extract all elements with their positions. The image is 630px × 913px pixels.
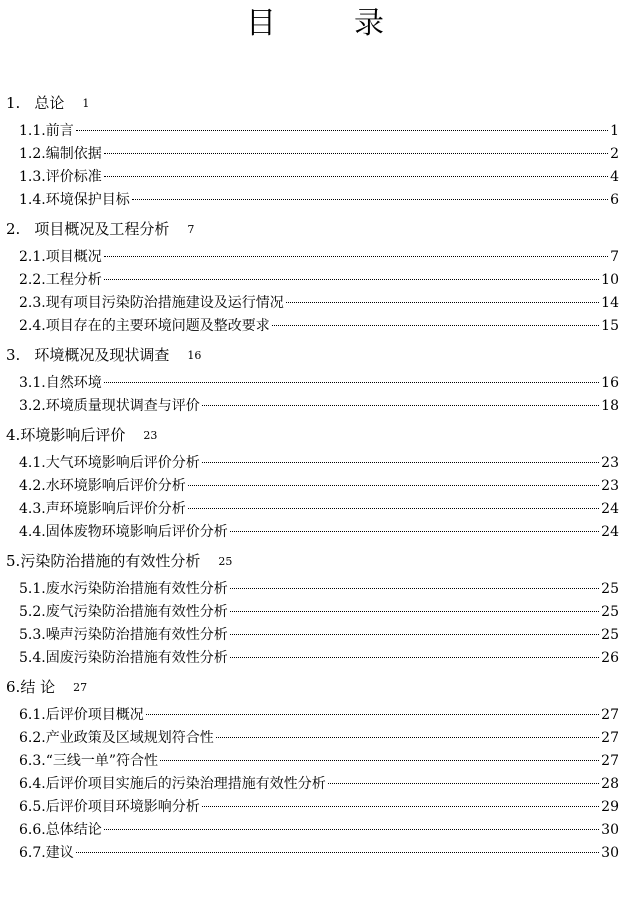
entry-page-number: 6 — [610, 192, 619, 208]
entry-label: 废水污染防治措施有效性分析 — [45, 581, 228, 597]
entry-label: 声环境影响后评价分析 — [45, 501, 186, 517]
entry-number: 6.3. — [19, 753, 46, 769]
section-page-number: 23 — [143, 429, 158, 442]
toc-entry[interactable] — [0, 601, 630, 624]
section-title: 环境影响后评价 — [20, 426, 126, 444]
toc-entry[interactable] — [0, 452, 630, 475]
entry-number: 2.3. — [19, 295, 46, 311]
entry-number: 5.3. — [19, 627, 46, 643]
dot-leader — [104, 256, 608, 257]
dot-leader — [202, 806, 599, 807]
toc-section-heading[interactable] — [0, 548, 630, 574]
entry-page-number: 1 — [610, 123, 619, 139]
dot-leader — [104, 153, 608, 154]
entry-label: “三线一单”符合性 — [45, 753, 159, 769]
toc-entry[interactable] — [0, 372, 630, 395]
toc-entry[interactable] — [0, 498, 630, 521]
entry-label: 前言 — [45, 123, 74, 139]
toc-entry[interactable] — [0, 166, 630, 189]
entry-number: 2.1. — [19, 249, 46, 265]
page-title: 目 录 — [246, 6, 384, 41]
entry-number: 3.2. — [19, 398, 46, 414]
section-title: 项目概况及工程分析 — [34, 220, 170, 238]
section-title: 结 论 — [20, 678, 56, 696]
toc-entry[interactable] — [0, 189, 630, 212]
entry-number: 6.5. — [19, 799, 46, 815]
entry-label: 项目存在的主要环境问题及整改要求 — [45, 318, 270, 334]
section-number: 5. — [6, 552, 21, 570]
toc-entry[interactable] — [0, 292, 630, 315]
toc-section — [0, 90, 630, 212]
toc-section-heading[interactable] — [0, 674, 630, 700]
entry-label: 项目概况 — [45, 249, 102, 265]
dot-leader — [104, 382, 599, 383]
entry-page-number: 27 — [601, 753, 619, 769]
entry-page-number: 25 — [601, 627, 619, 643]
entry-label: 后评价项目环境影响分析 — [45, 799, 200, 815]
toc-entry[interactable] — [0, 246, 630, 269]
entry-label: 固体废物环境影响后评价分析 — [45, 524, 228, 540]
entry-label: 大气环境影响后评价分析 — [45, 455, 200, 471]
entry-label: 产业政策及区域规划符合性 — [45, 730, 214, 746]
dot-leader — [230, 657, 599, 658]
entry-page-number: 24 — [601, 501, 619, 517]
entry-label: 评价标准 — [45, 169, 102, 185]
section-page-number: 25 — [218, 555, 233, 568]
dot-leader — [272, 325, 599, 326]
section-page-number: 27 — [73, 681, 88, 694]
toc-entry[interactable] — [0, 819, 630, 842]
section-page-number: 7 — [187, 223, 195, 236]
entry-number: 6.2. — [19, 730, 46, 746]
toc-entry[interactable] — [0, 704, 630, 727]
entry-label: 固废污染防治措施有效性分析 — [45, 650, 228, 666]
entry-page-number: 16 — [601, 375, 619, 391]
section-title: 污染防治措施的有效性分析 — [20, 552, 201, 570]
entry-page-number: 27 — [601, 707, 619, 723]
entry-number: 1.4. — [19, 192, 46, 208]
section-number: 4. — [6, 426, 21, 444]
dot-leader — [104, 176, 608, 177]
toc-section-heading[interactable] — [0, 216, 630, 242]
section-page-number: 1 — [82, 97, 90, 110]
entry-number: 4.4. — [19, 524, 46, 540]
entry-page-number: 2 — [610, 146, 619, 162]
toc-section — [0, 422, 630, 544]
entry-page-number: 7 — [610, 249, 619, 265]
section-number: 3. — [6, 346, 21, 364]
toc-section-heading[interactable] — [0, 90, 630, 116]
dot-leader — [188, 508, 599, 509]
toc-entry[interactable] — [0, 647, 630, 670]
section-number: 6. — [6, 678, 21, 696]
dot-leader — [76, 130, 608, 131]
entry-number: 6.6. — [19, 822, 46, 838]
entry-page-number: 30 — [601, 845, 619, 861]
entry-page-number: 30 — [601, 822, 619, 838]
entry-number: 6.1. — [19, 707, 46, 723]
entry-page-number: 4 — [610, 169, 619, 185]
entry-label: 后评价项目实施后的污染治理措施有效性分析 — [45, 776, 326, 792]
entry-label: 环境质量现状调查与评价 — [45, 398, 200, 414]
toc-entry[interactable] — [0, 624, 630, 647]
dot-leader — [286, 302, 599, 303]
entry-number: 2.2. — [19, 272, 46, 288]
entry-page-number: 14 — [601, 295, 619, 311]
dot-leader — [202, 405, 599, 406]
entry-number: 4.1. — [19, 455, 46, 471]
toc-section — [0, 216, 630, 338]
toc-entry[interactable] — [0, 796, 630, 819]
table-of-contents — [0, 86, 630, 867]
entry-number: 3.1. — [19, 375, 46, 391]
toc-entry[interactable] — [0, 521, 630, 544]
dot-leader — [230, 611, 599, 612]
toc-entry[interactable] — [0, 269, 630, 292]
toc-section — [0, 674, 630, 865]
entry-number: 2.4. — [19, 318, 46, 334]
dot-leader — [216, 737, 599, 738]
entry-page-number: 23 — [601, 455, 619, 471]
toc-entry[interactable] — [0, 143, 630, 166]
entry-label: 总体结论 — [45, 822, 102, 838]
entry-number: 4.3. — [19, 501, 46, 517]
entry-page-number: 24 — [601, 524, 619, 540]
toc-section-heading[interactable] — [0, 342, 630, 368]
entry-number: 1.3. — [19, 169, 46, 185]
toc-entry[interactable] — [0, 120, 630, 143]
dot-leader — [230, 588, 599, 589]
section-title: 总论 — [34, 94, 65, 112]
entry-number: 5.1. — [19, 581, 46, 597]
entry-page-number: 29 — [601, 799, 619, 815]
dot-leader — [328, 783, 599, 784]
dot-leader — [188, 485, 599, 486]
entry-page-number: 23 — [601, 478, 619, 494]
toc-entry[interactable] — [0, 315, 630, 338]
entry-number: 6.4. — [19, 776, 46, 792]
section-number: 2. — [6, 220, 21, 238]
toc-entry[interactable] — [0, 475, 630, 498]
dot-leader — [202, 462, 599, 463]
dot-leader — [160, 760, 599, 761]
toc-section — [0, 342, 630, 418]
entry-label: 噪声污染防治措施有效性分析 — [45, 627, 228, 643]
dot-leader — [104, 829, 599, 830]
dot-leader — [230, 634, 599, 635]
entry-page-number: 26 — [601, 650, 619, 666]
entry-label: 环境保护目标 — [45, 192, 130, 208]
toc-section — [0, 548, 630, 670]
entry-page-number: 25 — [601, 581, 619, 597]
entry-page-number: 15 — [601, 318, 619, 334]
entry-label: 后评价项目概况 — [45, 707, 144, 723]
entry-number: 1.2. — [19, 146, 46, 162]
dot-leader — [230, 531, 599, 532]
toc-entry[interactable] — [0, 773, 630, 796]
entry-number: 5.4. — [19, 650, 46, 666]
entry-number: 1.1. — [19, 123, 46, 139]
entry-number: 4.2. — [19, 478, 46, 494]
entry-label: 自然环境 — [45, 375, 102, 391]
entry-page-number: 18 — [601, 398, 619, 414]
entry-label: 现有项目污染防治措施建设及运行情况 — [45, 295, 284, 311]
entry-label: 工程分析 — [45, 272, 102, 288]
toc-entry[interactable] — [0, 750, 630, 773]
toc-entry[interactable] — [0, 842, 630, 865]
entry-label: 废气污染防治措施有效性分析 — [45, 604, 228, 620]
dot-leader — [146, 714, 599, 715]
section-number: 1. — [6, 94, 21, 112]
section-page-number: 16 — [187, 349, 202, 362]
dot-leader — [132, 199, 608, 200]
entry-page-number: 10 — [601, 272, 619, 288]
entry-page-number: 25 — [601, 604, 619, 620]
toc-entry[interactable] — [0, 727, 630, 750]
toc-section-heading[interactable] — [0, 422, 630, 448]
section-title: 环境概况及现状调查 — [34, 346, 170, 364]
dot-leader — [76, 852, 599, 853]
entry-number: 5.2. — [19, 604, 46, 620]
entry-page-number: 28 — [601, 776, 619, 792]
entry-label: 水环境影响后评价分析 — [45, 478, 186, 494]
entry-label: 编制依据 — [45, 146, 102, 162]
toc-entry[interactable] — [0, 395, 630, 418]
entry-number: 6.7. — [19, 845, 46, 861]
entry-page-number: 27 — [601, 730, 619, 746]
toc-entry[interactable] — [0, 578, 630, 601]
entry-label: 建议 — [45, 845, 74, 861]
dot-leader — [104, 279, 599, 280]
